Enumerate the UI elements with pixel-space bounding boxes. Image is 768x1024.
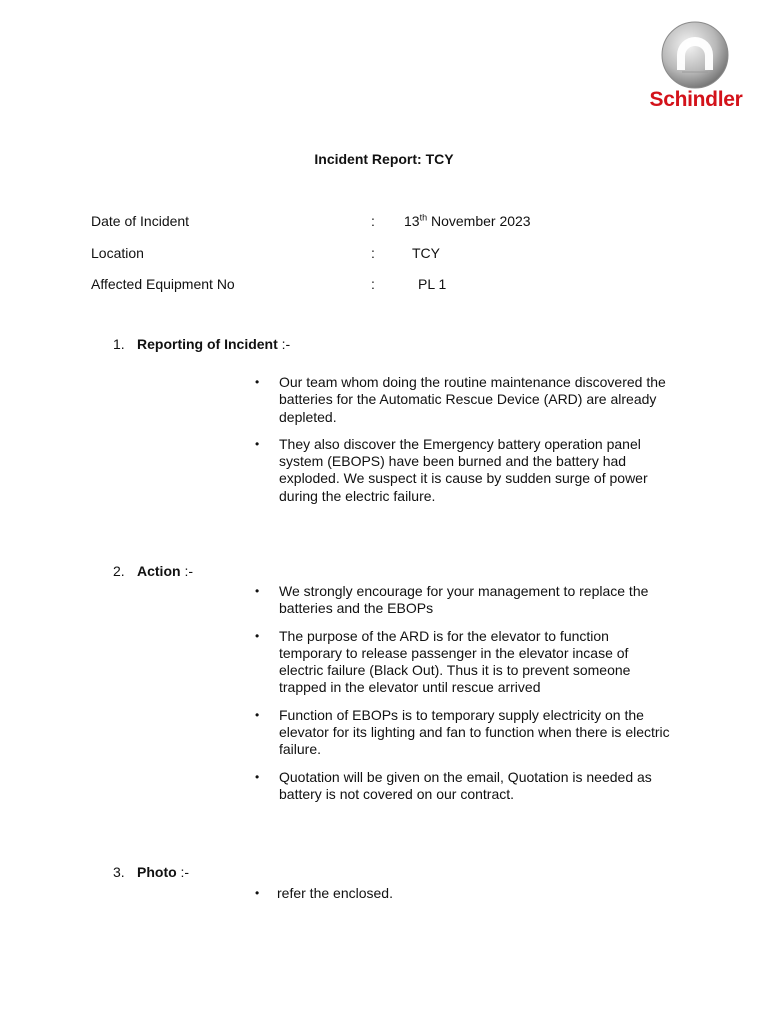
section-action: [113, 563, 193, 579]
list-item: [255, 628, 675, 697]
bullet-text: We strongly encourage for your management to replace the batteries and the EBOPs: [279, 583, 649, 617]
info-separator: :: [371, 276, 375, 292]
bullet-icon: •: [255, 375, 260, 389]
list-item: [255, 769, 675, 804]
bullet-text: refer the enclosed.: [277, 885, 393, 901]
info-row-date: [91, 213, 691, 231]
section-suffix: :-: [180, 563, 194, 579]
bullet-text: Function of EBOPs is to temporary supply electricity on the elevator for its lighting and fan to function when there is electric failure.: [279, 706, 670, 758]
bullet-text: The purpose of the ARD is for the elevator to function temporary to release passenger in the elevator incase of electric failure (Black Out). Thus it is to prevent someone trapped in the elevator until rescue arrived: [279, 627, 631, 696]
list-item: [255, 885, 675, 902]
info-label: Date of Incident: [91, 213, 190, 229]
bullet-text: Our team whom doing the routine maintenance discovered the batteries for the Automatic Rescue Device (ARD) are already depleted.: [279, 374, 666, 425]
bullet-list-action: [255, 583, 675, 813]
bullet-icon: •: [255, 886, 260, 900]
info-row-equipment: [91, 276, 691, 294]
bullet-icon: •: [255, 707, 260, 722]
section-number: 2.: [113, 563, 125, 579]
bullet-text: They also discover the Emergency battery operation panel system (EBOPS) have been burned and the battery had exploded. We suspect it is cause by sudden surge of power during the electric failure.: [279, 435, 648, 504]
brand-name: Schindler: [649, 88, 743, 111]
section-heading: Action: [137, 563, 181, 579]
list-item: [255, 707, 675, 759]
section-heading: Photo: [137, 864, 177, 880]
section-number: 1.: [113, 336, 125, 352]
section-number: 3.: [113, 864, 125, 880]
bullet-icon: •: [255, 628, 260, 643]
list-item: [255, 374, 675, 426]
list-item: [255, 436, 675, 505]
section-heading: Reporting of Incident: [137, 336, 278, 352]
info-separator: :: [371, 245, 375, 261]
info-label: Affected Equipment No: [91, 276, 235, 292]
section-photo: [113, 864, 189, 880]
info-value: [404, 213, 531, 229]
info-label: Location: [91, 245, 144, 261]
section-reporting: [113, 336, 290, 352]
bullet-icon: •: [255, 584, 260, 598]
section-suffix: :-: [277, 336, 291, 352]
date-day: 13: [404, 213, 420, 229]
info-value: PL 1: [418, 276, 447, 292]
bullet-icon: •: [255, 436, 260, 451]
schindler-emblem-icon: [660, 20, 730, 90]
info-value: TCY: [412, 245, 440, 261]
bullet-text: Quotation will be given on the email, Quotation is needed as battery is not covered on our contract.: [279, 768, 652, 802]
list-item: [255, 583, 675, 618]
bullet-list-photo: [255, 885, 675, 912]
date-suffix: th: [419, 212, 428, 223]
date-rest: November 2023: [427, 213, 531, 229]
info-row-location: [91, 245, 691, 263]
bullet-list-reporting: [255, 374, 675, 515]
page-title: Incident Report: TCY: [314, 151, 454, 167]
schindler-logo: [638, 20, 754, 112]
section-suffix: :-: [176, 864, 190, 880]
info-separator: :: [371, 213, 375, 229]
bullet-icon: •: [255, 769, 260, 784]
